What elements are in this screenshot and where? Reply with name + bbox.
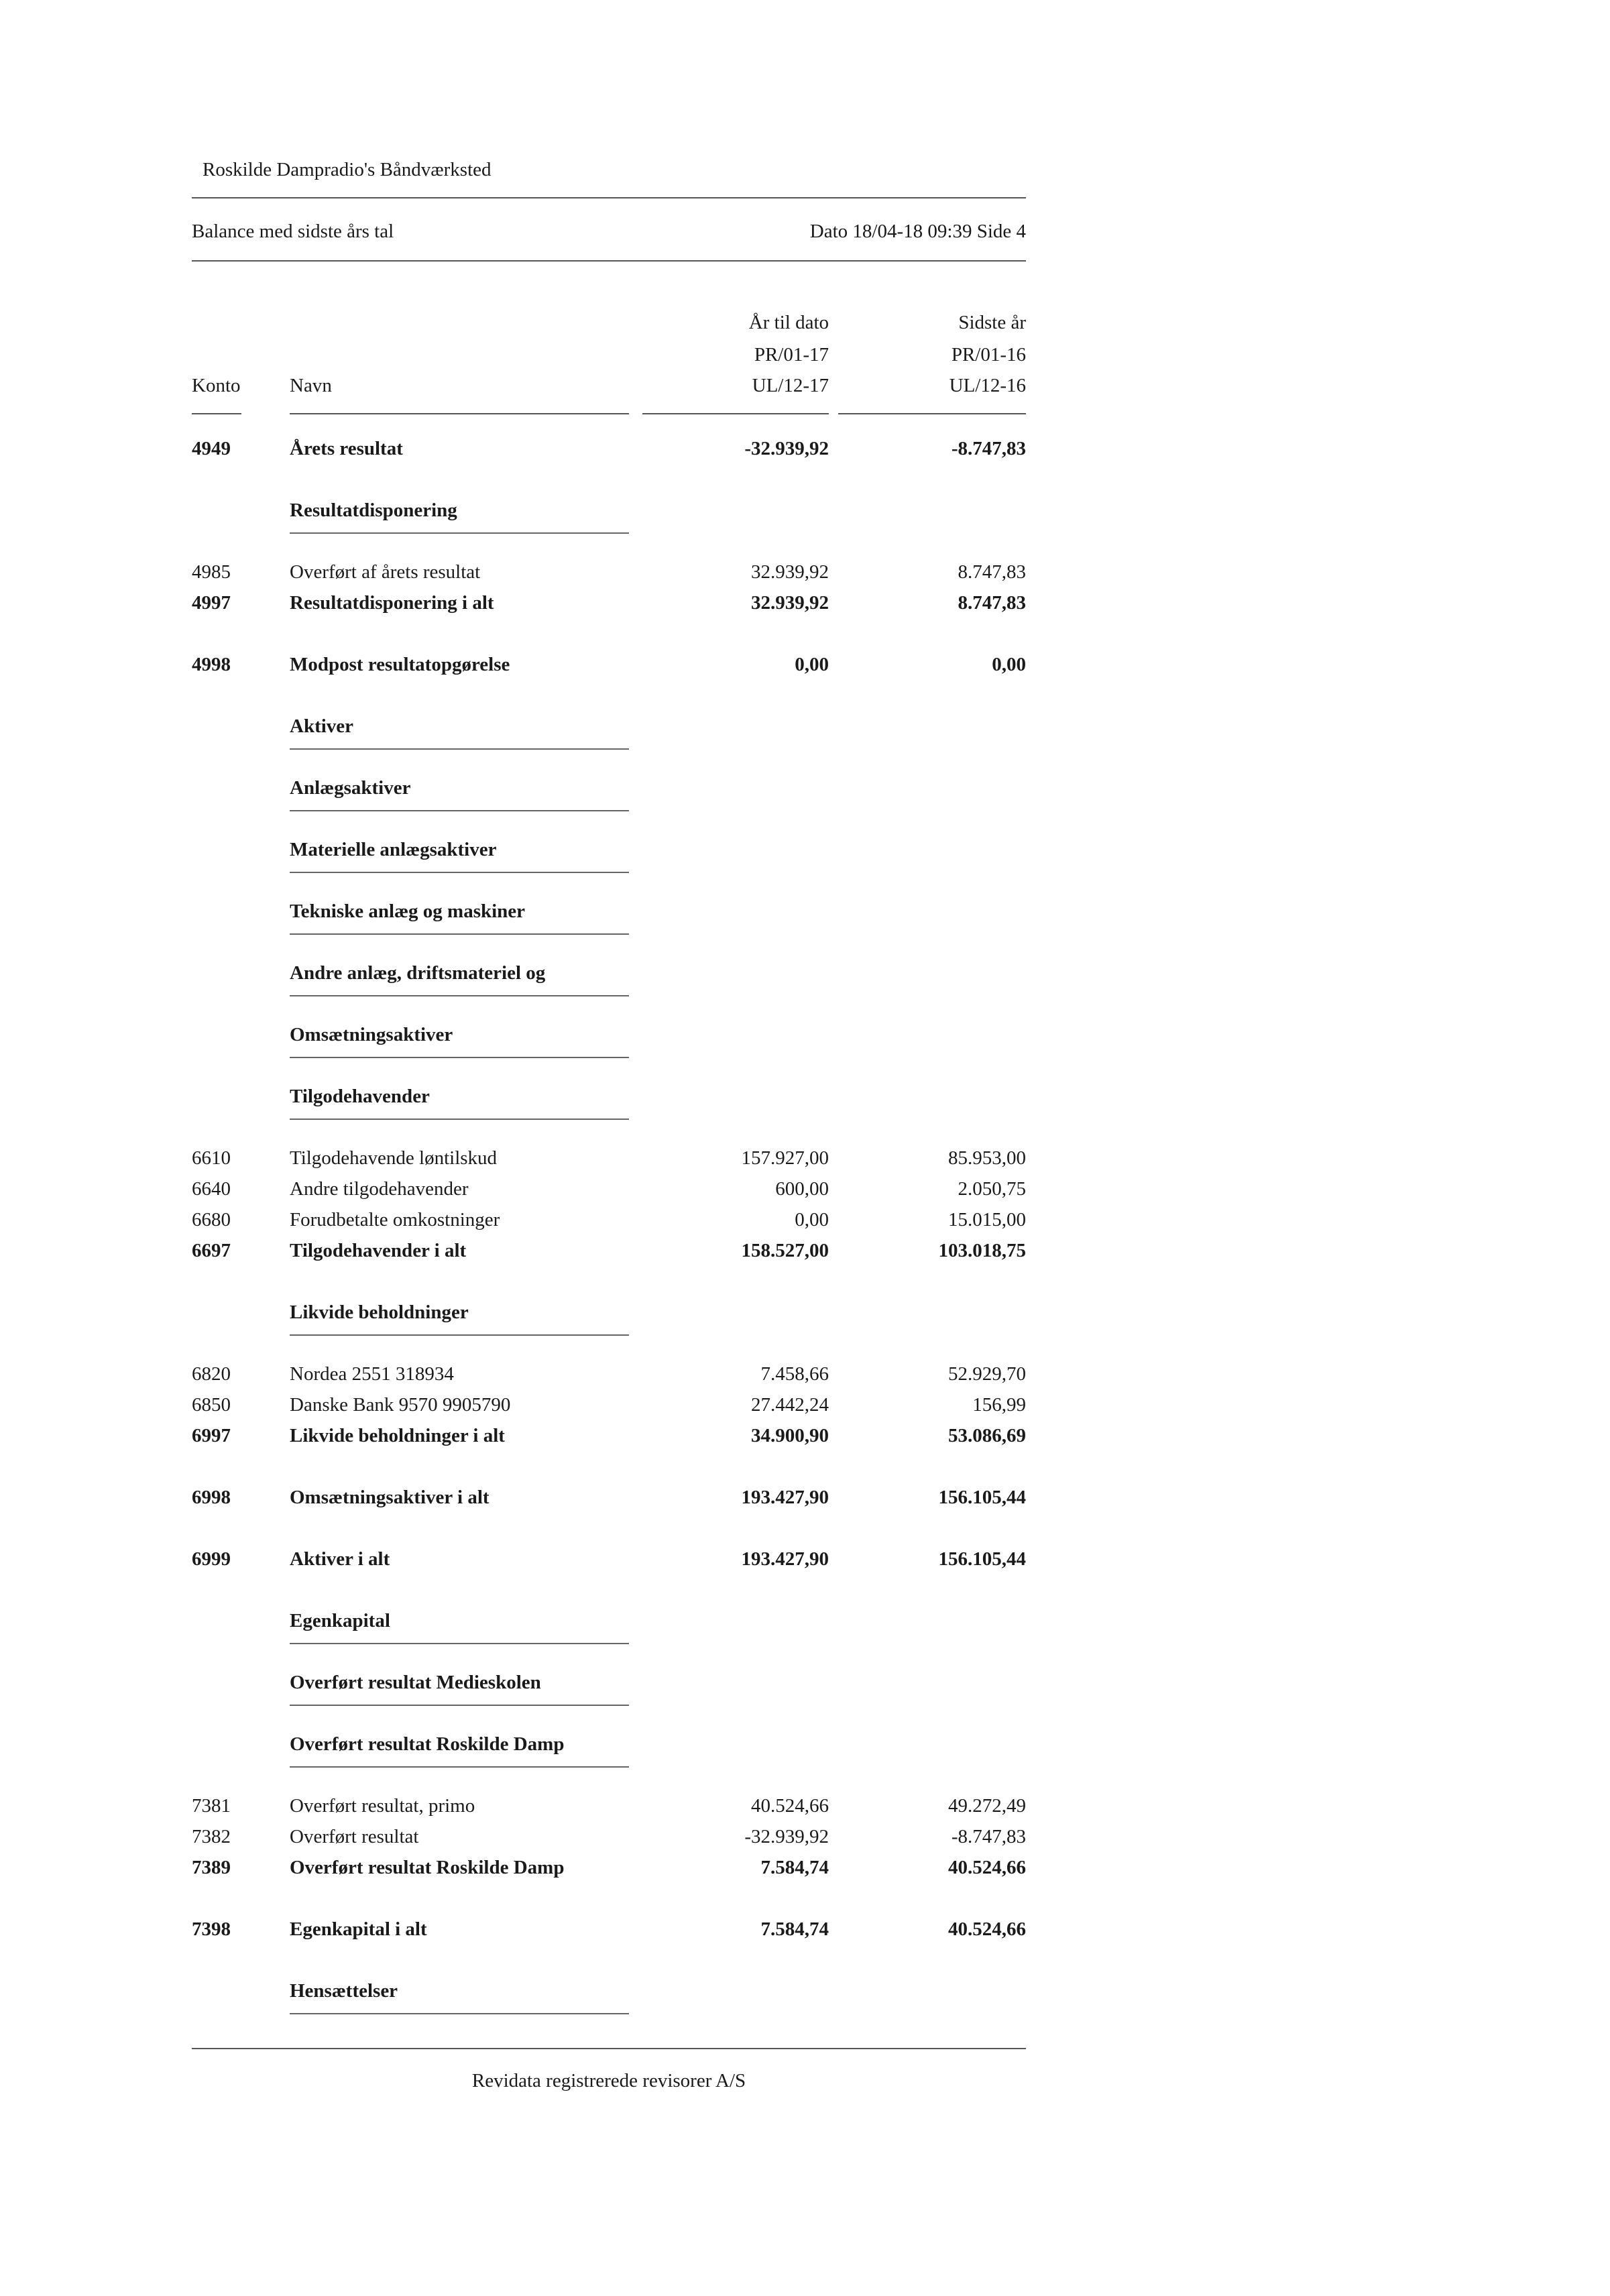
row-value-current: 157.927,00 [741, 1147, 829, 1169]
row-value-current: 7.584,74 [760, 1918, 829, 1940]
row-konto: 6998 [192, 1487, 231, 1508]
section-underline [290, 995, 629, 996]
section-heading: Likvide beholdninger [290, 1302, 469, 1323]
section-heading: Andre anlæg, driftsmateriel og [290, 962, 546, 984]
section-underline [290, 1705, 629, 1706]
row-value-current: 32.939,92 [751, 561, 829, 583]
footer-text: Revidata registrerede revisorer A/S [471, 2070, 746, 2091]
row-konto: 6680 [192, 1209, 231, 1230]
section-heading: Resultatdisponering [290, 500, 457, 521]
section-heading: Tilgodehavender [290, 1086, 430, 1107]
row-value-previous: 15.015,00 [948, 1209, 1026, 1230]
row-value-previous: 103.018,75 [938, 1240, 1026, 1261]
row-value-current: 34.900,90 [751, 1425, 829, 1446]
row-value-current: 0,00 [795, 1209, 829, 1230]
section-underline [290, 933, 629, 935]
row-navn: Resultatdisponering i alt [290, 592, 494, 614]
row-navn: Overført resultat, primo [290, 1795, 475, 1817]
row-konto: 6850 [192, 1394, 231, 1416]
section-underline [290, 872, 629, 873]
row-konto: 7398 [192, 1918, 231, 1940]
row-navn: Forudbetalte omkostninger [290, 1209, 500, 1230]
row-navn: Tilgodehavende løntilskud [290, 1147, 498, 1169]
section-heading: Tekniske anlæg og maskiner [290, 901, 526, 922]
row-konto: 4949 [192, 438, 231, 459]
row-value-previous: 8.747,83 [958, 592, 1026, 614]
row-navn: Modpost resultatopgørelse [290, 654, 510, 675]
row-navn: Danske Bank 9570 9905790 [290, 1394, 511, 1416]
section-heading: Overført resultat Medieskolen [290, 1672, 541, 1693]
row-navn: Andre tilgodehavender [290, 1178, 469, 1200]
row-value-previous: 2.050,75 [958, 1178, 1026, 1200]
row-value-previous: 53.086,69 [948, 1425, 1026, 1446]
section-underline [290, 748, 629, 750]
row-value-previous: 156,99 [972, 1394, 1026, 1416]
section-heading: Materielle anlægsaktiver [290, 839, 497, 860]
col-current-line3: UL/12-17 [752, 375, 829, 396]
row-value-current: 158.527,00 [741, 1240, 829, 1261]
col-current-line2: PR/01-17 [754, 344, 829, 365]
section-underline [290, 810, 629, 811]
row-value-previous: 156.105,44 [938, 1548, 1026, 1570]
row-value-previous: -8.747,83 [951, 438, 1026, 459]
row-value-previous: 40.524,66 [948, 1918, 1026, 1940]
row-value-current: 27.442,24 [751, 1394, 829, 1416]
footer-rule [192, 2048, 1026, 2049]
row-navn: Aktiver i alt [290, 1548, 390, 1570]
section-underline [290, 1334, 629, 1336]
col-previous-line2: PR/01-16 [951, 344, 1026, 365]
row-konto: 6820 [192, 1363, 231, 1385]
row-value-current: 600,00 [775, 1178, 829, 1200]
row-navn: Tilgodehavender i alt [290, 1240, 467, 1261]
row-konto: 6697 [192, 1240, 231, 1261]
row-konto: 4997 [192, 592, 231, 614]
col-previous-rule [838, 413, 1026, 414]
row-konto: 7381 [192, 1795, 231, 1817]
row-navn: Nordea 2551 318934 [290, 1363, 454, 1385]
row-value-previous: 40.524,66 [948, 1857, 1026, 1878]
section-underline [290, 1766, 629, 1768]
row-konto: 6999 [192, 1548, 231, 1570]
col-konto-rule [192, 413, 241, 414]
row-value-current: 7.584,74 [760, 1857, 829, 1878]
row-konto: 7389 [192, 1857, 231, 1878]
row-konto: 6640 [192, 1178, 231, 1200]
row-value-previous: 49.272,49 [948, 1795, 1026, 1817]
row-value-previous: 85.953,00 [948, 1147, 1026, 1169]
col-current-line1: År til dato [748, 312, 829, 333]
header-rule-top [192, 197, 1026, 198]
row-konto: 4985 [192, 561, 231, 583]
col-previous-line3: UL/12-16 [949, 375, 1026, 396]
row-value-previous: 8.747,83 [958, 561, 1026, 583]
row-value-current: 0,00 [795, 654, 829, 675]
section-underline [290, 1118, 629, 1120]
date-info: Dato 18/04-18 09:39 Side 4 [809, 221, 1026, 242]
row-value-previous: 52.929,70 [948, 1363, 1026, 1385]
section-heading: Overført resultat Roskilde Damp [290, 1733, 565, 1755]
row-konto: 6610 [192, 1147, 231, 1169]
section-underline [290, 2013, 629, 2014]
company-name: Roskilde Dampradio's Båndværksted [203, 159, 492, 180]
row-value-current: 193.427,90 [741, 1548, 829, 1570]
section-underline [290, 1057, 629, 1058]
row-navn: Omsætningsaktiver i alt [290, 1487, 490, 1508]
row-value-current: -32.939,92 [744, 438, 829, 459]
col-previous-line1: Sidste år [958, 312, 1026, 333]
col-navn-header: Navn [290, 375, 332, 396]
col-navn-rule [290, 413, 629, 414]
section-underline [290, 532, 629, 534]
row-value-previous: 156.105,44 [938, 1487, 1026, 1508]
row-value-current: 7.458,66 [760, 1363, 829, 1385]
section-heading: Omsætningsaktiver [290, 1024, 453, 1045]
row-value-previous: -8.747,83 [951, 1826, 1026, 1847]
section-heading: Anlægsaktiver [290, 777, 411, 799]
row-value-current: 193.427,90 [741, 1487, 829, 1508]
col-konto-header: Konto [192, 375, 241, 396]
row-navn: Overført resultat [290, 1826, 419, 1847]
report-title: Balance med sidste års tal [192, 221, 394, 242]
section-heading: Hensættelser [290, 1980, 398, 2002]
row-navn: Årets resultat [290, 438, 403, 459]
row-navn: Likvide beholdninger i alt [290, 1425, 505, 1446]
row-value-current: 40.524,66 [751, 1795, 829, 1817]
row-value-previous: 0,00 [992, 654, 1026, 675]
row-navn: Egenkapital i alt [290, 1918, 427, 1940]
row-konto: 6997 [192, 1425, 231, 1446]
row-konto: 7382 [192, 1826, 231, 1847]
section-heading: Aktiver [290, 715, 354, 737]
row-navn: Overført af årets resultat [290, 561, 481, 583]
section-heading: Egenkapital [290, 1610, 390, 1631]
section-underline [290, 1643, 629, 1644]
row-navn: Overført resultat Roskilde Damp [290, 1857, 565, 1878]
row-konto: 4998 [192, 654, 231, 675]
col-current-rule [642, 413, 829, 414]
header-rule-bottom [192, 260, 1026, 262]
row-value-current: -32.939,92 [744, 1826, 829, 1847]
row-value-current: 32.939,92 [751, 592, 829, 614]
